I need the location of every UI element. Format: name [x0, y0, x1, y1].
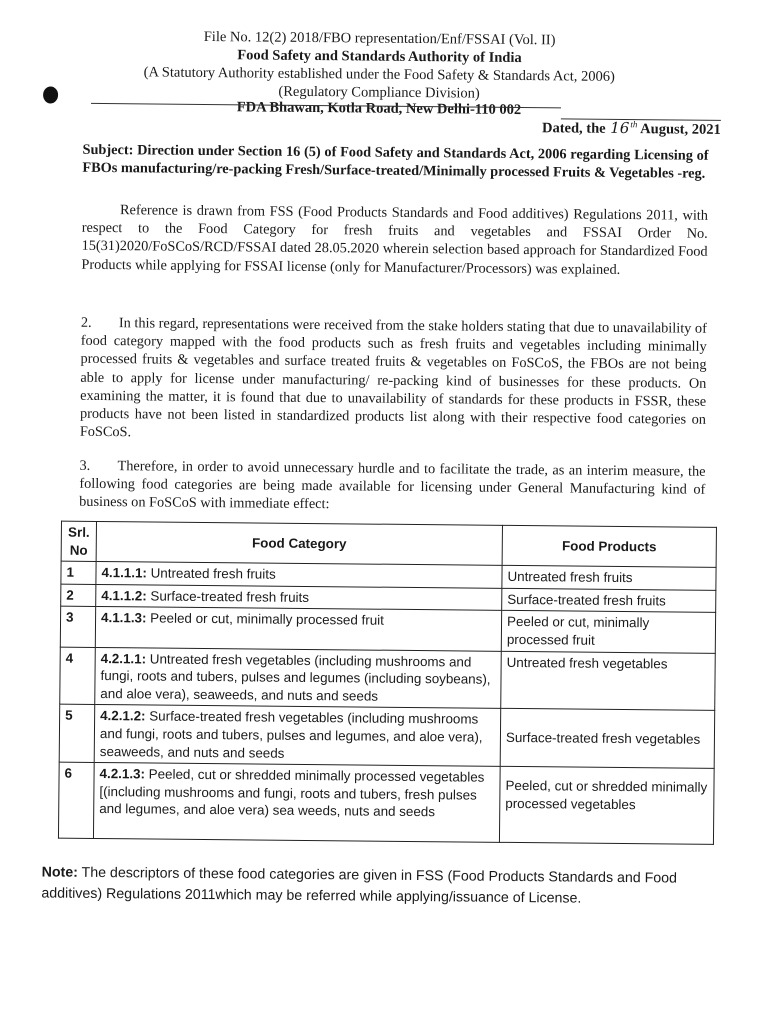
food-category-table — [58, 521, 717, 845]
category-text: Surface-treated fresh fruits — [147, 588, 309, 605]
paragraph-3-number: 3. — [79, 457, 117, 476]
category-code: 4.2.1.3: — [100, 766, 146, 781]
header-food-products: Food Products — [502, 525, 716, 567]
category-text: Untreated fresh vegetables (including mushrooms and fungi, roots and tubers, pulses and legumes (including soybeans), and aloe vera), seaweeds, and nuts and seeds — [100, 651, 490, 703]
statutory-line: (A Statutory Authority established under the Food Safety & Standards Act, 2006) — [99, 63, 659, 86]
category-text: Peeled, cut or shredded minimally processed vegetables [(including mushrooms and fungi, roots and tubers, fresh pulses and legumes, and aloe vera) sea weeds, nuts and seeds — [99, 767, 484, 820]
authority-name: Food Safety and Standards Authority of India — [99, 45, 659, 68]
dated-prefix: Dated, the — [542, 120, 606, 137]
paragraph-3 — [79, 457, 705, 518]
row-srl: 1 — [61, 561, 96, 584]
header-srl-no: Srl. No — [61, 521, 96, 562]
table-row — [60, 606, 715, 652]
dated-month-year: August, 2021 — [640, 121, 721, 138]
address-line: FDA Bhawan, Kotla Road, New Delhi-110 002 — [99, 97, 659, 120]
row-products: Surface-treated fresh vegetables — [500, 709, 715, 769]
row-category — [93, 763, 500, 843]
row-srl: 6 — [58, 762, 94, 838]
file-number: File No. 12(2) 2018/FBO representation/Enf/FSSAI (Vol. II) — [100, 27, 660, 50]
category-text: Peeled or cut, minimally processed fruit — [146, 611, 384, 628]
note-label: Note: — [42, 864, 78, 880]
row-category — [95, 607, 501, 651]
paragraph-1 — [81, 201, 708, 280]
note-paragraph — [41, 862, 701, 910]
division-line: (Regulatory Compliance Division) — [99, 81, 659, 104]
row-srl: 5 — [59, 704, 95, 762]
dated-line — [542, 118, 721, 139]
row-category — [95, 647, 502, 709]
paragraph-2 — [80, 314, 707, 447]
category-code: 4.1.1.3: — [101, 610, 147, 625]
subject-line: Subject: Direction under Section 16 (5) of Food Safety and Standards Act, 2006 regarding Licensing of FBOs manufacturing/re-packing Fresh/Surface-treated/Minimally processed Fruits & Vegetables -reg. — [82, 141, 708, 183]
category-code: 4.2.1.2: — [100, 708, 146, 723]
row-products: Peeled or cut, minimally processed fruit — [501, 611, 715, 653]
row-srl: 3 — [60, 606, 95, 647]
table-row — [58, 762, 714, 844]
paragraph-2-text: In this regard, representations were received from the stake holders stating that due to unavailability of food category mapped with the food products such as fresh fruits and vegetables including minimally processed fruits & vegetables and surface treated fruits & vegetables on FoSCoS, the FBOs are not being able to apply for license under manufacturing/ re-packing kind of businesses for these products. On examining the matter, it is found that due to unavailability of standards for these products in FSSR, these products have not been listed in standardized products list along with their respective food categories on FoSCoS. — [80, 315, 707, 440]
table-row — [59, 704, 715, 768]
table-header-row — [61, 521, 716, 567]
punch-hole-mark — [43, 86, 58, 103]
dated-day-suffix: th — [630, 119, 637, 129]
paragraph-2-number: 2. — [81, 314, 119, 333]
category-code: 4.1.1.2: — [101, 588, 147, 603]
category-text: Untreated fresh fruits — [147, 566, 276, 582]
row-srl: 4 — [60, 647, 96, 705]
paragraph-1-text: Reference is drawn from FSS (Food Products Standards and Food additives) Regulations 2011, with respect to the Food Category for fresh fruits and vegetables and FSSAI Order No. 15(31)2020/FoSCoS/RCD/FSSAI dated 28.05.2020 wherein selection based approach for Standardized Food Products while applying for FSSAI license (only for Manufacturer/Processors) was explained. — [81, 202, 708, 277]
category-text: Surface-treated fresh vegetables (including mushrooms and fungi, roots and tubers, pulses and legumes, and aloe vera), seaweeds, and nuts and seeds — [100, 709, 483, 761]
category-code: 4.1.1.1: — [101, 565, 147, 580]
header-food-category: Food Category — [96, 521, 502, 565]
row-products: Surface-treated fresh fruits — [502, 588, 716, 613]
row-products: Untreated fresh vegetables — [501, 651, 716, 711]
row-products: Untreated fresh fruits — [502, 566, 716, 591]
table-row — [60, 647, 716, 711]
note-text: The descriptors of these food categories are given in FSS (Food Products Standards and Food additives) Regulations 2011which may be referred while applying/issuance of License. — [41, 865, 677, 907]
dated-day-handwritten: 16 — [610, 119, 629, 137]
row-category — [94, 705, 501, 767]
row-products: Peeled, cut or shredded minimally processed vegetables — [499, 766, 714, 844]
row-srl: 2 — [61, 584, 96, 607]
category-code: 4.2.1.1: — [101, 651, 147, 666]
paragraph-3-text: Therefore, in order to avoid unnecessary hurdle and to facilitate the trade, as an interim measure, the following food categories are being made available for licensing under General Manufacturing kind of business on FoSCoS with immediate effect: — [79, 458, 705, 512]
